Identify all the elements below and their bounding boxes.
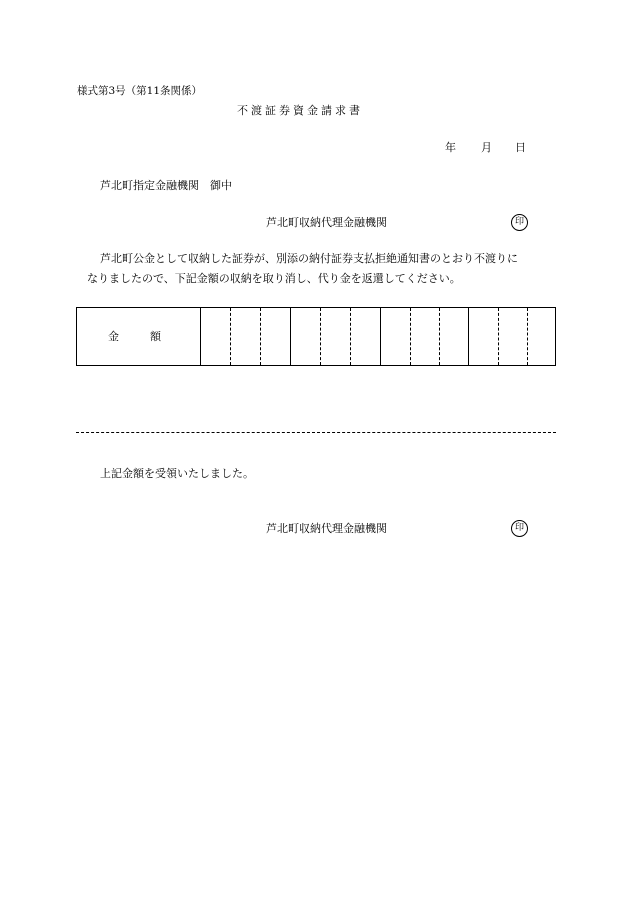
amount-label: 金額 [108, 330, 192, 343]
amount-table [76, 307, 556, 366]
digit-divider [320, 308, 321, 365]
digit-divider [439, 308, 440, 365]
receipt-text: 上記金額を受領いたしました。 [100, 467, 254, 480]
digit-divider [230, 308, 231, 365]
digit-divider [498, 308, 499, 365]
digit-divider [527, 308, 528, 365]
digit-group-divider [380, 308, 381, 365]
date-day-label: 日 [515, 141, 526, 154]
digit-divider [350, 308, 351, 365]
digit-divider [410, 308, 411, 365]
date-month-label: 月 [481, 141, 492, 154]
amount-label-cell [77, 308, 201, 365]
digit-divider [260, 308, 261, 365]
form-number: 様式第3号（第11条関係） [77, 85, 203, 97]
seal-mark: 印 [511, 214, 528, 231]
cut-line [76, 432, 556, 433]
document-title: 不渡証券資金請求書 [237, 104, 363, 117]
body-text-line-2: なりましたので、下記金額の収納を取り消し、代り金を返還してください。 [87, 272, 461, 285]
recipient: 芦北町指定金融機関 御中 [100, 179, 232, 192]
seal-mark: 印 [511, 520, 528, 537]
digit-group-divider [290, 308, 291, 365]
date-year-label: 年 [445, 141, 456, 154]
receipt-agent-name: 芦北町収納代理金融機関 [266, 522, 387, 535]
digit-group-divider [468, 308, 469, 365]
issuer-name: 芦北町収納代理金融機関 [266, 216, 387, 229]
body-text-line-1: 芦北町公金として収納した証券が、別添の納付証券支払拒絶通知書のとおり不渡りに [100, 252, 518, 265]
